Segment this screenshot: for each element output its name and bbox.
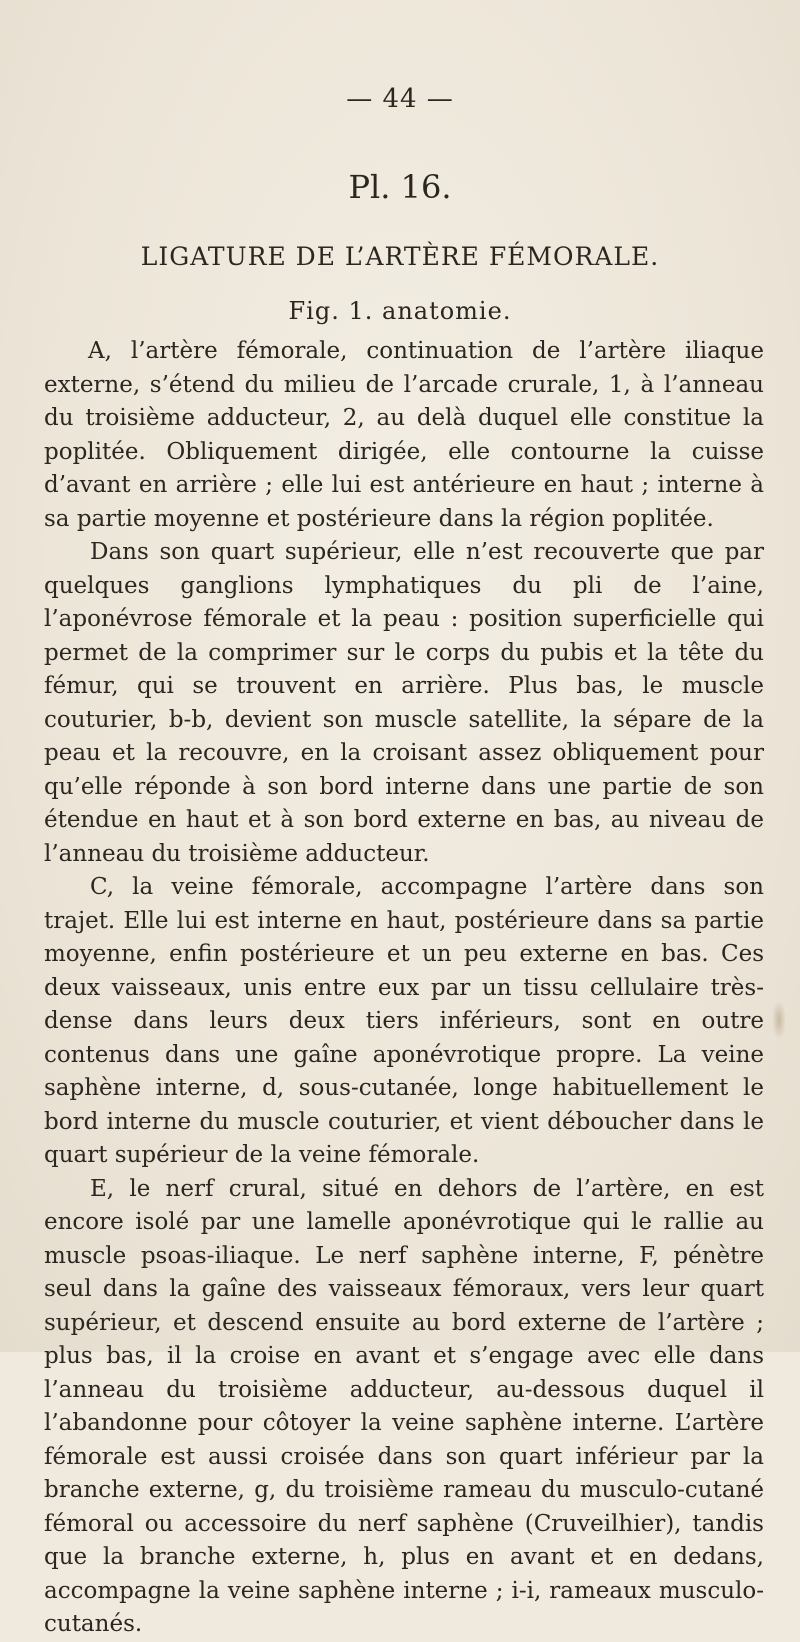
paragraph-artery: A, l’artère fémorale, continuation de l’artère iliaque externe, s’étend du milieu de l’arcade crurale, 1, à l’anneau du troisième adducteur, 2, au delà duquel elle constitue la poplitée. Obliquement dirigée, elle contourne la cuisse d’avant en arrière ; elle lui est antérieure en haut ; interne à sa partie moyenne et postérieure dans la région poplitée. bbox=[44, 338, 764, 532]
paragraph-upper-quarter: Dans son quart supérieur, elle n’est recouverte que par quelques ganglions lymphatiques du pli de l’aine, l’aponévrose fémorale et la peau : position superficielle qui permet de la comprimer sur le corps du pubis et la tête du fémur, qui se trouvent en arrière. Plus bas, le muscle couturier, b-b, devient son muscle satellite, la sépare de la peau et la recouvre, en la croisant assez obliquement pour qu’elle réponde à son bord interne dans une partie de son étendue en haut et à son bord externe en bas, au niveau de l’anneau du troisième adducteur. bbox=[44, 539, 764, 867]
plate-label: Pl. 16. bbox=[348, 168, 452, 206]
paragraph-crural-nerve: E, le nerf crural, situé en dehors de l’artère, en est encore isolé par une lamelle aponévrotique qui le rallie au muscle psoas-iliaque. Le nerf saphène interne, F, pénètre seul dans la gaîne des vaisseaux fémoraux, vers leur quart supérieur, et descend ensuite au bord externe de l’artère ; plus bas, il la croise en avant et s’engage avec elle dans l’anneau du troisième adducteur, au-dessous duquel il l’abandonne pour côtoyer la veine saphène interne. L’artère fémorale est aussi croisée dans son quart inférieur par la branche externe, g, du troisième rameau du musculo-cutané fémoral ou accessoire du nerf saphène (Cruveilhier), tandis que la branche externe, h, plus en avant et en dedans, accompagne la veine saphène interne ; i-i, rameaux musculo-cutanés. bbox=[44, 1175, 764, 1637]
page-title: LIGATURE DE L’ARTÈRE FÉMORALE. bbox=[140, 242, 660, 271]
body-text bbox=[44, 335, 764, 1642]
paper-stain bbox=[772, 1000, 786, 1040]
figure-label: Fig. 1. anatomie. bbox=[288, 297, 512, 325]
page-number: — 44 — bbox=[346, 84, 454, 114]
paragraph-femoral-vein: C, la veine fémorale, accompagne l’artère dans son trajet. Elle lui est interne en haut, postérieure dans sa partie moyenne, enfin postérieure et un peu externe en bas. Ces deux vaisseaux, unis entre eux par un tissu cellulaire très-dense dans leurs deux tiers inférieurs, sont en outre contenus dans une gaîne aponévrotique propre. La veine saphène interne, d, sous-cutanée, longe habituellement le bord interne du muscle couturier, et vient déboucher dans le quart supérieur de la veine fémorale. bbox=[44, 874, 764, 1168]
